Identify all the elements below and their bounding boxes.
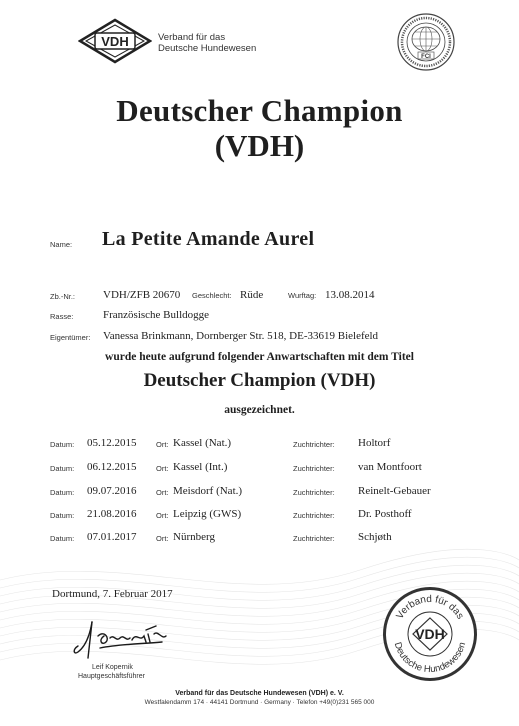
sex-label: Geschlecht: xyxy=(192,291,232,300)
result-row xyxy=(0,530,519,550)
owner-value: Vanessa Brinkmann, Dornberger Str. 518, DE-33619 Bielefeld xyxy=(103,330,379,342)
date-label: Datum: xyxy=(50,511,75,520)
stamp-top-text: Verband für das xyxy=(394,593,466,622)
dog-name: La Petite Amande Aurel xyxy=(102,228,315,250)
signer-title: Hauptgeschäftsführer xyxy=(78,673,145,680)
date-label: Datum: xyxy=(50,488,75,497)
result-row xyxy=(0,484,519,504)
result-row xyxy=(0,507,519,527)
organization-name-line2: Deutsche Hundewesen xyxy=(158,43,257,54)
judge-label: Zuchtrichter: xyxy=(293,440,335,449)
judge-label: Zuchtrichter: xyxy=(293,534,335,543)
fci-seal xyxy=(396,12,456,72)
vdh-stamp xyxy=(380,584,480,684)
vdh-logo-text: VDH xyxy=(101,34,129,49)
registration-number: VDH/ZFB 20670 xyxy=(103,289,181,301)
name-label: Name: xyxy=(50,240,73,249)
result-place: Meisdorf (Nat.) xyxy=(173,485,243,497)
date-label: Datum: xyxy=(50,534,75,543)
stamp-center-text: VDH xyxy=(415,626,445,642)
result-place: Kassel (Nat.) xyxy=(173,437,232,449)
award-statement: wurde heute aufgrund folgender Anwartschaften mit dem Titel xyxy=(105,351,414,363)
result-date: 06.12.2015 xyxy=(87,461,137,473)
certificate-title-line1: Deutscher Champion xyxy=(116,93,403,128)
organization-name-line1: Verband für das xyxy=(158,32,226,43)
award-title: Deutscher Champion (VDH) xyxy=(143,370,376,391)
footer-organization: Verband für das Deutsche Hundewesen (VDH) e. V. xyxy=(175,690,344,697)
vdh-logo xyxy=(78,18,152,64)
organization-name xyxy=(158,32,256,54)
judge-label: Zuchtrichter: xyxy=(293,464,335,473)
signer-name: Leif Kopernik xyxy=(92,664,133,671)
fci-seal-text: FCI xyxy=(421,54,431,60)
result-date: 07.01.2017 xyxy=(87,531,137,543)
whelp-date: 13.08.2014 xyxy=(325,289,375,301)
place-label: Ort: xyxy=(156,488,169,497)
sex-value: Rüde xyxy=(240,289,264,301)
judge-label: Zuchtrichter: xyxy=(293,511,335,520)
result-place: Leipzig (GWS) xyxy=(173,508,242,520)
result-judge: Dr. Posthoff xyxy=(358,508,412,520)
breed-value: Französische Bulldogge xyxy=(103,309,210,321)
whelp-date-label: Wurftag: xyxy=(288,291,317,300)
result-place: Kassel (Int.) xyxy=(173,461,228,473)
footer-address: Westfalendamm 174 · 44141 Dortmund · Germany · Telefon +49(0)231 565 000 xyxy=(144,699,375,706)
place-label: Ort: xyxy=(156,511,169,520)
result-row xyxy=(0,460,519,480)
place-label: Ort: xyxy=(156,534,169,543)
judge-label: Zuchtrichter: xyxy=(293,488,335,497)
result-date: 21.08.2016 xyxy=(87,508,137,520)
place-label: Ort: xyxy=(156,440,169,449)
handwritten-signature xyxy=(70,612,170,660)
breed-label: Rasse: xyxy=(50,312,74,321)
result-judge: van Montfoort xyxy=(358,461,422,473)
awarded-text: ausgezeichnet. xyxy=(224,404,295,416)
owner-label: Eigentümer: xyxy=(50,333,91,342)
registration-number-label: Zb.-Nr.: xyxy=(50,292,76,301)
result-date: 09.07.2016 xyxy=(87,485,137,497)
date-label: Datum: xyxy=(50,440,75,449)
place-label: Ort: xyxy=(156,464,169,473)
certificate-title-line2: (VDH) xyxy=(214,128,305,163)
date-label: Datum: xyxy=(50,464,75,473)
stamp-bottom-text: Deutsche Hundewesen xyxy=(391,640,469,676)
result-place: Nürnberg xyxy=(173,531,215,543)
result-judge: Schjøth xyxy=(358,531,392,543)
place-and-date: Dortmund, 7. Februar 2017 xyxy=(52,588,173,600)
result-row xyxy=(0,436,519,456)
result-judge: Reinelt-Gebauer xyxy=(358,485,431,497)
result-judge: Holtorf xyxy=(358,437,391,449)
result-date: 05.12.2015 xyxy=(87,437,137,449)
